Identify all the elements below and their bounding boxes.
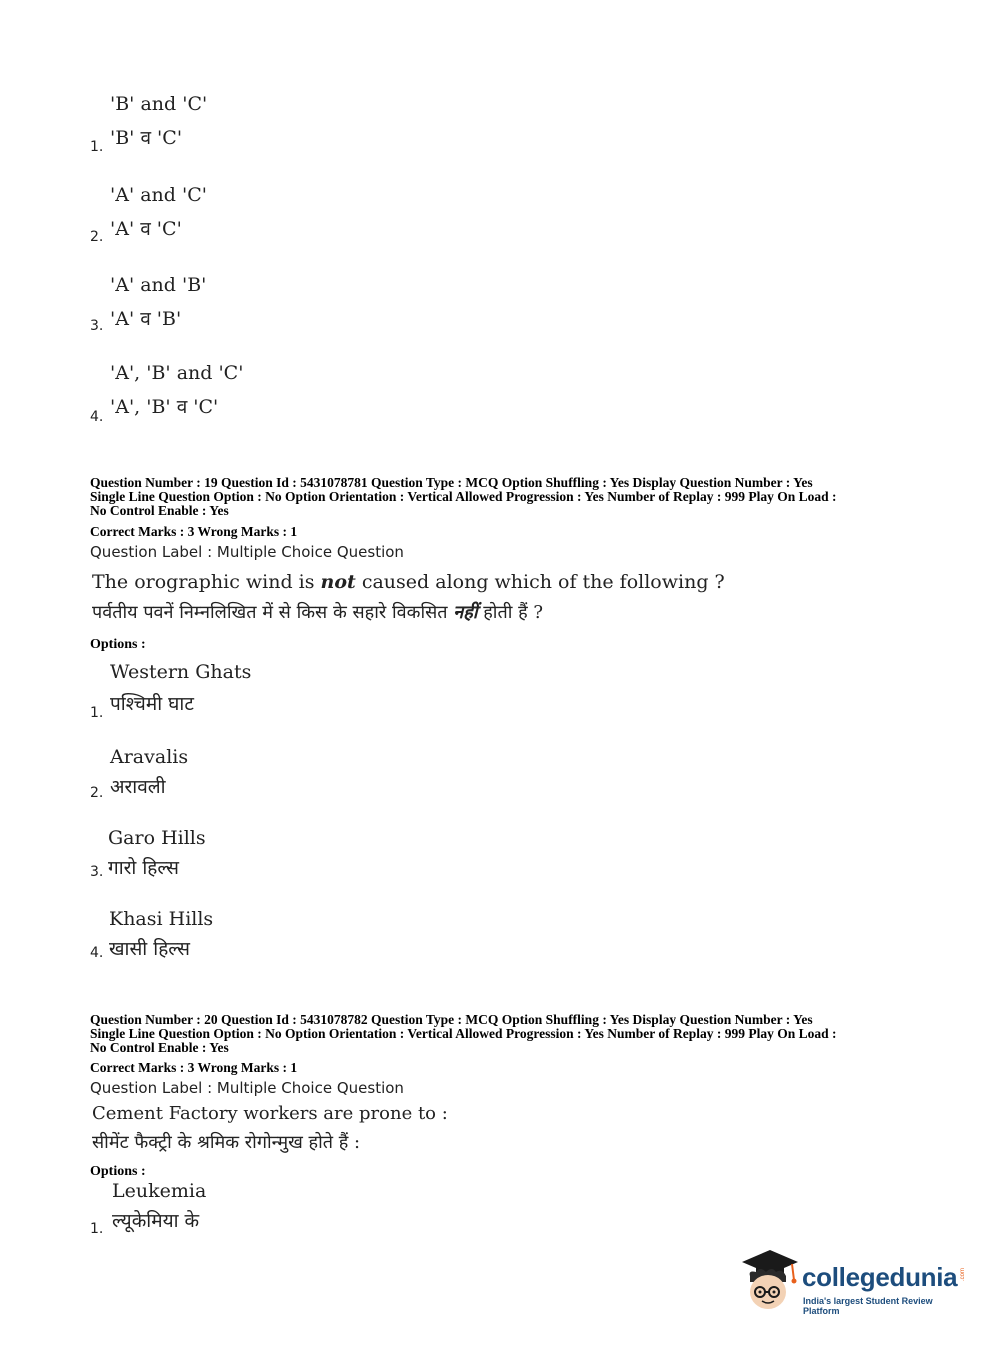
option-4-hi: 'A', 'B' व 'C' <box>110 396 219 418</box>
option-2-en: Aravalis <box>110 746 189 768</box>
question-text-en-part: The orographic wind is <box>92 571 321 593</box>
option-1-number: 1. <box>90 705 104 721</box>
option-1-en: Leukemia <box>112 1180 207 1202</box>
question-text-hi-part: पर्वतीय पवनें निम्नलिखित में से किस के सहारे विकसित <box>92 602 454 623</box>
option-2-number: 2. <box>90 785 104 801</box>
option-4-number: 4. <box>90 945 104 961</box>
question-meta-line-3: No Control Enable : Yes <box>90 503 229 518</box>
collegedunia-logo <box>740 1248 970 1316</box>
question-text-hi <box>92 600 543 624</box>
option-2-hi: 'A' व 'C' <box>110 218 182 240</box>
options-heading: Options : <box>90 637 146 652</box>
logo-domain-suffix: .com <box>960 1268 966 1282</box>
student-mascot-icon <box>740 1248 800 1312</box>
option-1-en: Western Ghats <box>110 661 252 683</box>
option-4-en: 'A', 'B' and 'C' <box>110 362 244 384</box>
option-3-number: 3. <box>90 864 104 880</box>
option-1-hi: ल्यूकेमिया के <box>112 1210 200 1232</box>
question-meta-line-2: Single Line Question Option : No Option Orientation : Vertical Allowed Progression : Yes Number of Replay : 999 Play On Load : <box>90 489 837 504</box>
question-text-hi: सीमेंट फैक्ट्री के श्रमिक रोगोन्मुख होते हैं : <box>92 1132 361 1153</box>
question-meta-line-1: Question Number : 19 Question Id : 5431078781 Question Type : MCQ Option Shuffling : Yes Display Question Number : Yes <box>90 475 813 490</box>
options-heading: Options : <box>90 1164 146 1179</box>
question-marks: Correct Marks : 3 Wrong Marks : 1 <box>90 524 298 539</box>
option-3-number: 3. <box>90 318 104 334</box>
option-1-number: 1. <box>90 139 104 155</box>
option-3-en: Garo Hills <box>108 827 206 849</box>
option-4-hi: खासी हिल्स <box>109 938 190 960</box>
option-1-hi: 'B' व 'C' <box>110 127 183 149</box>
question-label: Question Label : Multiple Choice Question <box>90 1079 404 1097</box>
option-2-en: 'A' and 'C' <box>110 184 207 206</box>
option-3-hi: 'A' व 'B' <box>110 308 182 330</box>
question-meta-line-1: Question Number : 20 Question Id : 5431078782 Question Type : MCQ Option Shuffling : Yes Display Question Number : Yes <box>90 1012 813 1027</box>
option-1-number: 1. <box>90 1221 104 1237</box>
question-meta-line-3: No Control Enable : Yes <box>90 1040 229 1055</box>
option-4-number: 4. <box>90 409 104 425</box>
option-1-hi: पश्चिमी घाट <box>110 693 194 715</box>
question-text-en-part: caused along which of the following ? <box>355 571 725 593</box>
option-4-en: Khasi Hills <box>109 908 214 930</box>
question-text-en-emphasis: not <box>320 571 356 593</box>
option-3-en: 'A' and 'B' <box>110 274 207 296</box>
question-text-hi-part: होती हैं ? <box>477 602 544 623</box>
question-label: Question Label : Multiple Choice Question <box>90 543 404 561</box>
option-2-hi: अरावली <box>110 776 166 798</box>
question-text-en <box>92 571 725 593</box>
option-1-en: 'B' and 'C' <box>110 93 208 115</box>
logo-wordmark: collegedunia <box>802 1262 958 1292</box>
question-meta-line-2: Single Line Question Option : No Option Orientation : Vertical Allowed Progression : Yes Number of Replay : 999 Play On Load : <box>90 1026 837 1041</box>
question-text-hi-emphasis: नहीं <box>453 602 478 623</box>
option-2-number: 2. <box>90 229 104 245</box>
question-text-en: Cement Factory workers are prone to : <box>92 1103 448 1124</box>
logo-tagline: India's largest Student Review Platform <box>803 1296 933 1316</box>
question-marks: Correct Marks : 3 Wrong Marks : 1 <box>90 1060 298 1075</box>
option-3-hi: गारो हिल्स <box>108 857 180 879</box>
